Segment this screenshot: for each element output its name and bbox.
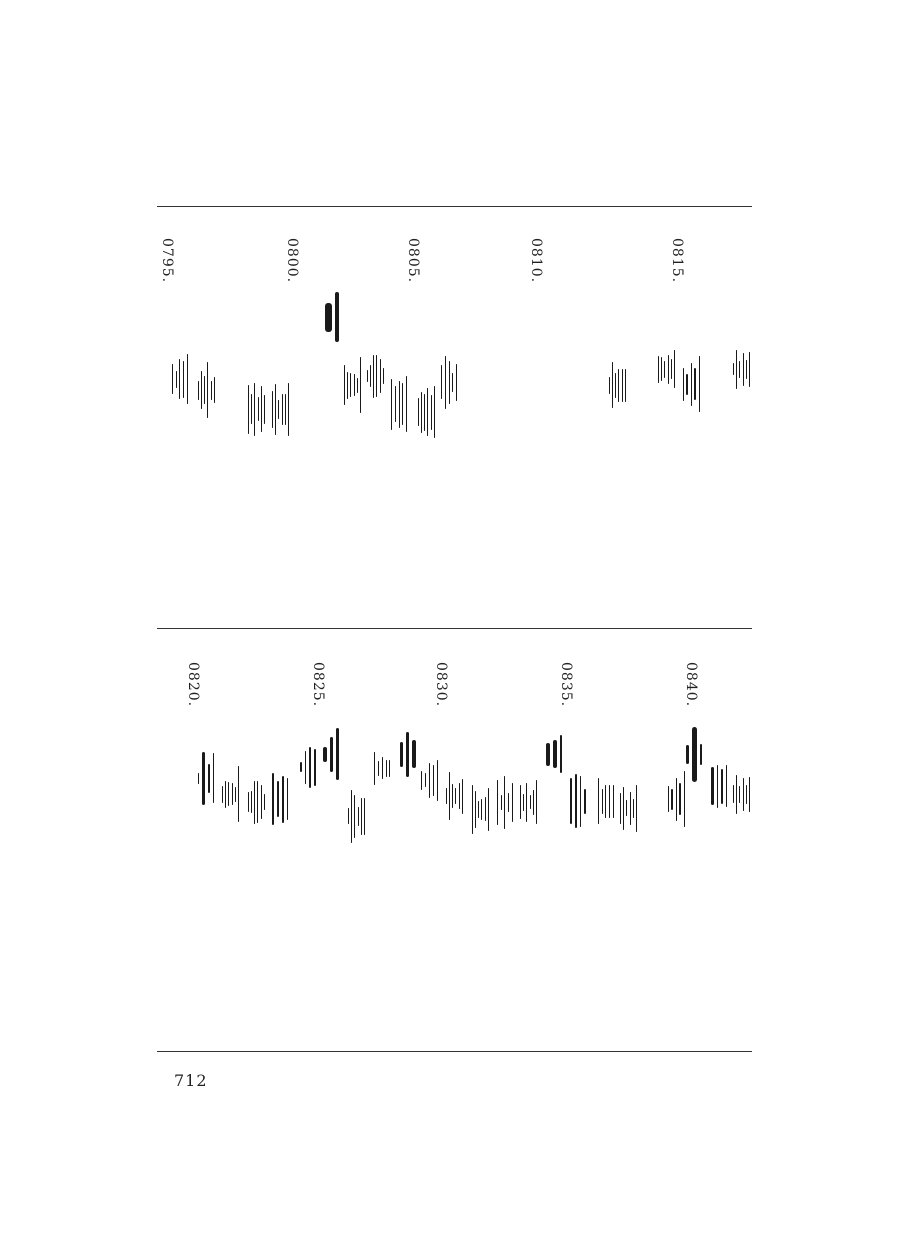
script-word: [208, 764, 210, 793]
mongolian-text-line: [509, 274, 525, 544]
script-word: [425, 773, 426, 787]
mongolian-text-line: [540, 274, 556, 544]
mongolian-text-line: [733, 696, 749, 892]
script-word: [412, 740, 416, 768]
script-word: [183, 361, 184, 398]
script-word: [330, 737, 334, 772]
script-word: [391, 379, 392, 430]
mongolian-text-line: [570, 696, 586, 906]
mongolian-text-line: [733, 274, 749, 464]
script-word: [287, 778, 288, 820]
mongolian-text-line: [400, 696, 416, 812]
page-number: 712: [174, 1071, 208, 1090]
script-word: [613, 785, 614, 818]
mongolian-text-line: [248, 274, 264, 544]
script-word: [686, 745, 689, 764]
script-word: [382, 757, 383, 779]
script-word: [580, 776, 582, 827]
script-word: [272, 773, 274, 825]
mongolian-text-line: [323, 274, 339, 360]
script-word: [305, 751, 306, 784]
script-word: [602, 789, 603, 814]
line-number: 0820.: [185, 662, 201, 708]
mongolian-text-line: [489, 274, 505, 544]
script-word: [441, 365, 442, 399]
mongolian-text-line: [300, 696, 316, 838]
script-word: [300, 762, 302, 772]
mongolian-text-line: [585, 274, 601, 574]
line-number: 0835.: [558, 662, 574, 708]
script-word: [187, 354, 188, 404]
mongolian-text-line: [668, 696, 684, 902]
script-word: [546, 743, 550, 766]
script-word: [314, 749, 316, 786]
script-word: [456, 364, 457, 401]
mongolian-text-line: [248, 696, 264, 908]
script-word: [323, 747, 327, 762]
script-word: [429, 763, 430, 798]
script-word: [508, 793, 509, 812]
mongolian-text-line: [374, 696, 390, 840]
script-word: [452, 373, 453, 392]
script-word: [700, 744, 702, 765]
script-word: [691, 363, 692, 406]
script-word: [570, 778, 572, 824]
mongolian-text-line: [644, 696, 660, 922]
script-word: [374, 752, 375, 785]
line-number: 0815.: [669, 238, 685, 284]
mongolian-text-line: [367, 274, 383, 478]
script-word: [172, 364, 173, 394]
script-word: [726, 765, 727, 807]
mongolian-text-line: [297, 274, 313, 544]
mongolian-text-line: [418, 274, 434, 550]
script-word: [402, 383, 403, 425]
script-word: [671, 789, 672, 810]
mongolian-text-line: [391, 274, 407, 534]
mongolian-text-line: [198, 696, 214, 860]
mongolian-text-line: [344, 274, 360, 496]
script-word: [406, 376, 407, 432]
mongolian-text-line: [225, 274, 241, 544]
script-word: [512, 783, 513, 822]
mongolian-text-line: [441, 274, 457, 490]
mongolian-text-line: [421, 696, 437, 864]
middle-rule: [157, 628, 752, 629]
script-word: [179, 359, 180, 399]
mongolian-text-line: [686, 696, 702, 812]
top-rule: [157, 206, 752, 207]
mongolian-text-line: [609, 274, 625, 496]
script-word: [277, 781, 278, 817]
script-word: [421, 771, 422, 790]
script-word: [711, 767, 714, 805]
script-word: [584, 789, 586, 814]
bottom-rule: [157, 1051, 752, 1052]
script-word: [694, 368, 695, 400]
script-word: [560, 735, 562, 773]
script-word: [335, 292, 339, 342]
mongolian-text-line: [520, 696, 536, 908]
mongolian-text-line: [707, 274, 723, 566]
mongolian-text-line: [323, 696, 339, 812]
line-number: 0800.: [284, 238, 300, 284]
mongolian-text-line: [633, 274, 649, 536]
script-word: [213, 753, 214, 803]
line-number: 0830.: [433, 662, 449, 708]
script-word: [717, 765, 718, 808]
script-word: [406, 732, 410, 777]
script-word: [325, 303, 332, 332]
script-word: [692, 727, 697, 782]
script-word: [389, 760, 390, 777]
script-word: [445, 356, 446, 409]
script-word: [497, 780, 498, 825]
mongolian-text-line: [598, 696, 614, 906]
script-word: [309, 747, 311, 788]
line-number: 0840.: [683, 662, 699, 708]
mongolian-text-line: [198, 274, 214, 506]
script-word: [504, 776, 505, 829]
script-word: [198, 773, 199, 784]
mongolian-text-line: [497, 696, 513, 908]
script-word: [721, 769, 722, 804]
mongolian-text-line: [272, 274, 288, 544]
script-word: [605, 785, 606, 818]
mongolian-text-line: [463, 274, 479, 496]
script-word: [686, 374, 687, 395]
script-word: [336, 728, 339, 780]
script-word: [202, 752, 205, 805]
mongolian-text-line: [272, 696, 288, 902]
script-word: [676, 778, 677, 821]
line-number: 0810.: [528, 238, 544, 284]
line-number: 0805.: [405, 238, 421, 284]
script-word: [598, 778, 599, 824]
script-word: [575, 774, 577, 828]
mongolian-text-line: [348, 696, 364, 936]
script-word: [400, 742, 403, 767]
mongolian-text-line: [172, 274, 188, 484]
script-word: [609, 785, 610, 818]
line-number: 0825.: [310, 662, 326, 708]
script-word: [282, 776, 284, 823]
script-word: [378, 761, 379, 776]
mongolian-text-line: [222, 696, 238, 892]
mongolian-text-line: [559, 274, 575, 494]
script-word: [679, 783, 680, 815]
mongolian-text-line: [446, 696, 462, 896]
line-number: 0795.: [159, 238, 175, 284]
script-word: [553, 740, 557, 768]
script-word: [395, 386, 396, 422]
mongolian-text-line: [620, 696, 636, 920]
script-word: [399, 381, 400, 428]
mongolian-text-line: [658, 274, 674, 464]
mongolian-text-line: [711, 696, 727, 876]
mongolian-text-line: [683, 274, 699, 494]
mongolian-text-line: [472, 696, 488, 922]
script-word: [449, 361, 450, 404]
mongolian-text-line: [546, 696, 562, 812]
